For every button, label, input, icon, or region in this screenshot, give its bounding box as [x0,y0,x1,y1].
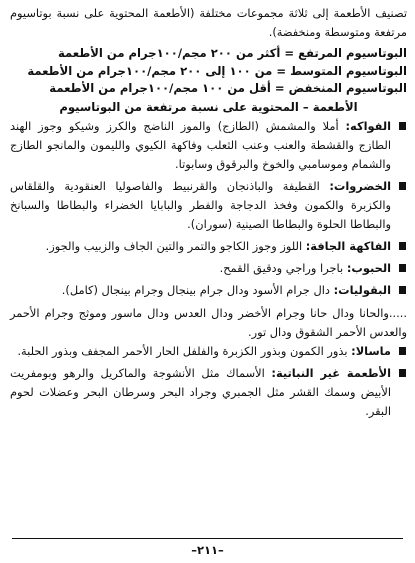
section-heading: الأطعمة – المحتوية على نسبة مرتفعة من البوتاسيوم [59,99,358,114]
page-number: –٢١١– [191,543,224,557]
item-text: القطيفة والباذنجان والقرنبيط والفاصوليا العنقودية والقلقاس والكزبرة والكمون وفخذ الدجاجة والفطر والبابايا الخضراء والبطاطا والسبانخ والبطاطا الحلوة والبطاطا الصينية (سوران). [10,178,391,231]
item-label: البقوليات: [333,282,391,297]
list-item-dried-fruits [10,237,407,256]
square-bullet-icon [399,369,406,377]
pulses-continued: .....والحانا ودال حانا وجرام الأخضر ودال العدس ودال ماسور وموثج وجرام الأحمر والعدس الأحمر الشقوق ودال تور. [10,305,407,339]
item-text: أملا والمشمش (الطازج) والموز الناضج والكرز وشيكو وجوز الهند الطازج والقشطة والعنب وعنب الثعلب وفاكهة الكيوي والليمون والمانجو الطازج والشمام وموسامبي والخوخ والبرقوق وسابوتا. [10,118,391,171]
level-high: البوتاسيوم المرتفع = أكثر من ٢٠٠ مجم/١٠٠جرام من الأطعمة [57,46,407,60]
item-text: اللوز وجوز الكاجو والتمر والتين الجاف والزبيب والجوز. [45,238,303,253]
item-label: الخضروات: [329,178,391,193]
level-low: البوتاسيوم المنخفض = أقل من ١٠٠ مجم/١٠٠جرام من الأطعمة [49,81,407,95]
item-text: دال جرام الأسود ودال جرام بينجال وجرام بينجال (كامل). [61,282,330,297]
list-item-pulses [10,281,407,300]
square-bullet-icon [399,242,406,250]
item-text: باجرا وراجي ودقيق القمح. [219,260,344,275]
square-bullet-icon [399,286,406,294]
item-label: الفاكهة الجافة: [305,238,391,253]
item-label: الأطعمة غير النباتية: [271,365,392,380]
intro-paragraph: تصنيف الأطعمة إلى ثلاثة مجموعات مختلفة (الأطعمة المحتوية على نسبة بوتاسيوم مرتفعة ومتوسطة ومنخفضة). [10,6,407,39]
food-list [10,117,407,300]
square-bullet-icon [399,264,406,272]
food-list-2 [10,342,407,421]
item-label: ماسالا: [351,343,391,358]
list-item-grains [10,259,407,278]
item-label: الحبوب: [346,260,391,275]
square-bullet-icon [399,182,406,190]
list-item-masala [10,342,407,361]
level-medium: البوتاسيوم المتوسط = من ١٠٠ إلى ٢٠٠ مجم/١٠٠جرام من الأطعمة [27,63,407,78]
square-bullet-icon [399,122,406,130]
item-text: بذور الكمون وبذور الكزبرة والفلفل الحار الأحمر المجفف وبذور الحلبة. [17,343,348,358]
square-bullet-icon [399,347,406,355]
list-item-vegetables [10,177,407,234]
item-label: الفواكه: [345,118,392,133]
potassium-levels [10,45,407,98]
item-text: الأسماك مثل الأنشوجة والماكريل والرهو وبومفريت الأبيض وسمك القشر مثل الجمبري وجراد البحر وسرطان البحر وعضلات لحوم البقر. [10,365,391,418]
list-item-fruits [10,117,407,174]
footer-divider [12,538,403,539]
page-content [10,4,407,424]
list-item-non-veg [10,364,407,421]
